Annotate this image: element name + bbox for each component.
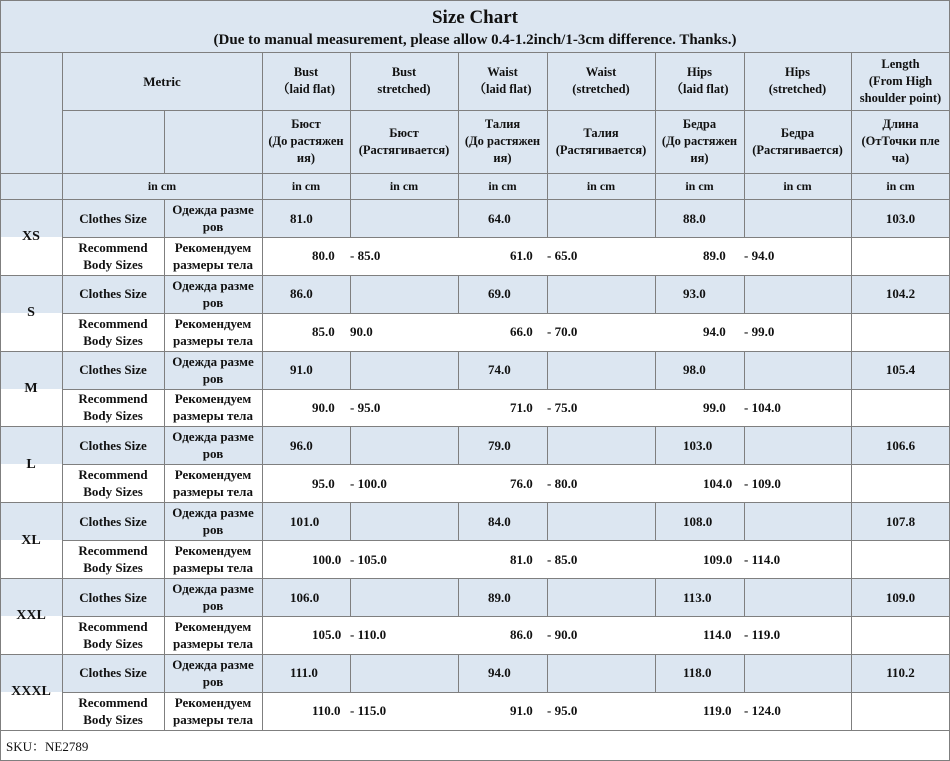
hips-min-value: 119.0 <box>703 703 732 719</box>
grid-line <box>458 426 459 464</box>
grid-line <box>547 426 548 464</box>
hips-max-value: - 114.0 <box>744 551 781 567</box>
grid-line <box>0 199 950 200</box>
bust-max-value: - 95.0 <box>350 399 381 415</box>
bust-min-value: 105.0 <box>312 627 342 643</box>
recommend-label-en: Recommend Body Sizes <box>78 618 148 651</box>
grid-line <box>655 654 656 692</box>
bust-flat-value: 111.0 <box>290 665 318 681</box>
grid-line <box>350 426 351 464</box>
unit-cell: in cm <box>783 178 812 193</box>
recommend-label-ru: Рекомендуем размеры тела <box>173 239 253 272</box>
length-value: 110.2 <box>886 665 915 681</box>
column-header-ru: Бюст (Растягивается) <box>358 125 450 157</box>
bust-min-value: 110.0 <box>312 703 341 719</box>
waist-flat-value: 94.0 <box>488 665 511 681</box>
grid-line <box>62 389 950 390</box>
unit-cell: in cm <box>685 178 714 193</box>
size-chart-title-bar <box>0 0 950 52</box>
grid-line <box>744 654 745 692</box>
unit-cell: in cm <box>586 178 616 193</box>
waist-min-value: 66.0 <box>510 324 533 340</box>
waist-max-value: - 95.0 <box>547 703 578 719</box>
column-header-en: Hips (stretched) <box>768 65 827 96</box>
unit-cell: in cm <box>291 178 321 193</box>
clothes-size-label-en: Clothes Size <box>79 286 147 302</box>
grid-line <box>164 502 165 578</box>
bust-min-value: 90.0 <box>312 399 335 415</box>
column-header-en: Waist （laid flat) <box>473 65 532 96</box>
column-header-en: Bust stretched) <box>377 65 431 96</box>
bust-min-value: 85.0 <box>312 324 335 340</box>
grid-line <box>458 275 459 313</box>
grid-line <box>0 0 1 761</box>
grid-line <box>547 654 548 692</box>
grid-line <box>655 426 656 464</box>
grid-line <box>350 654 351 692</box>
recommend-label-ru: Рекомендуем размеры тела <box>173 618 253 651</box>
grid-line <box>262 426 263 502</box>
waist-flat-value: 84.0 <box>488 513 511 529</box>
grid-line <box>164 426 165 502</box>
grid-line <box>547 578 548 616</box>
grid-line <box>458 52 459 199</box>
column-header-ru: Бюст (До растяжен ия) <box>268 117 344 165</box>
unit-cell: in cm <box>886 178 915 193</box>
clothes-size-label-ru: Одежда разме ров <box>172 429 254 462</box>
size-label: XL <box>21 532 41 548</box>
grid-line <box>744 502 745 540</box>
recommend-label-ru: Рекомендуем размеры тела <box>173 467 253 500</box>
column-header-ru: Талия (Растягивается) <box>555 125 647 157</box>
hips-flat-value: 98.0 <box>683 362 706 378</box>
hips-max-value: - 124.0 <box>744 703 781 719</box>
waist-min-value: 81.0 <box>510 551 533 567</box>
grid-line <box>655 199 656 237</box>
grid-line <box>655 351 656 389</box>
grid-line <box>0 730 950 731</box>
hips-min-value: 89.0 <box>703 248 726 264</box>
bust-flat-value: 86.0 <box>290 286 313 302</box>
recommend-label-en: Recommend Body Sizes <box>78 315 148 348</box>
grid-line <box>851 578 852 654</box>
grid-line <box>262 578 263 654</box>
waist-flat-value: 74.0 <box>488 362 511 378</box>
grid-line <box>0 0 950 1</box>
hips-max-value: - 94.0 <box>744 248 775 264</box>
metric-header: Metric <box>143 73 181 89</box>
grid-line <box>744 275 745 313</box>
grid-line <box>655 578 656 616</box>
recommend-label-en: Recommend Body Sizes <box>78 694 148 727</box>
unit-label: in cm <box>147 178 177 193</box>
waist-max-value: - 85.0 <box>547 551 578 567</box>
grid-line <box>350 578 351 616</box>
column-header-ru: Бедра (До растяжен ия) <box>661 117 738 165</box>
waist-flat-value: 79.0 <box>488 437 511 453</box>
page-title: Size Chart <box>431 7 518 28</box>
bust-max-value: - 115.0 <box>350 703 387 719</box>
recommend-label-en: Recommend Body Sizes <box>78 239 148 272</box>
grid-line <box>0 426 950 427</box>
column-header-en: Length (From High shoulder point) <box>859 56 942 105</box>
hips-max-value: - 104.0 <box>744 399 781 415</box>
clothes-size-label-en: Clothes Size <box>79 513 147 529</box>
grid-line <box>262 654 263 730</box>
hips-flat-value: 103.0 <box>683 437 713 453</box>
hips-min-value: 104.0 <box>703 475 733 491</box>
grid-line <box>744 426 745 464</box>
grid-line <box>0 654 950 655</box>
waist-flat-value: 89.0 <box>488 589 511 605</box>
waist-min-value: 76.0 <box>510 475 533 491</box>
column-header-ru: Талия (До растяжен ия) <box>464 117 541 165</box>
grid-line <box>350 502 351 540</box>
grid-line <box>262 52 263 199</box>
grid-line <box>851 351 852 427</box>
grid-line <box>655 502 656 540</box>
bust-flat-value: 101.0 <box>290 513 320 529</box>
waist-max-value: - 80.0 <box>547 475 578 491</box>
size-label: XXL <box>16 608 46 624</box>
grid-line <box>744 578 745 616</box>
grid-line <box>0 351 950 352</box>
grid-line <box>547 52 548 199</box>
grid-line <box>62 313 950 314</box>
grid-line <box>350 199 351 237</box>
bust-min-value: 80.0 <box>312 248 335 264</box>
grid-line <box>0 502 950 503</box>
grid-line <box>851 275 852 351</box>
size-label: M <box>24 380 38 396</box>
grid-line <box>458 654 459 692</box>
clothes-size-label-ru: Одежда разме ров <box>172 505 254 538</box>
bust-flat-value: 96.0 <box>290 437 313 453</box>
bust-flat-value: 81.0 <box>290 210 313 226</box>
length-value: 107.8 <box>885 513 916 529</box>
waist-flat-value: 69.0 <box>488 286 511 302</box>
waist-max-value: - 90.0 <box>547 627 578 643</box>
hips-min-value: 99.0 <box>703 399 726 415</box>
grid-line <box>262 351 263 427</box>
recommend-label-ru: Рекомендуем размеры тела <box>173 315 253 348</box>
waist-max-value: - 75.0 <box>547 399 578 415</box>
grid-line <box>744 199 745 237</box>
grid-line <box>62 616 950 617</box>
grid-line <box>655 275 656 313</box>
grid-line <box>458 502 459 540</box>
grid-line <box>851 502 852 578</box>
grid-line <box>0 275 950 276</box>
size-label: L <box>26 456 36 472</box>
recommend-label-ru: Рекомендуем размеры тела <box>173 391 253 424</box>
grid-line <box>164 110 165 173</box>
column-header-ru: Длина (ОтТочки пле ча) <box>861 117 940 165</box>
grid-line <box>0 173 950 174</box>
grid-line <box>262 275 263 351</box>
clothes-size-label-en: Clothes Size <box>79 210 147 226</box>
recommend-label-ru: Рекомендуем размеры тела <box>173 694 253 727</box>
bust-max-value: - 85.0 <box>350 248 381 264</box>
hips-flat-value: 93.0 <box>683 286 706 302</box>
hips-flat-value: 88.0 <box>683 210 706 226</box>
grid-line <box>62 540 950 541</box>
recommend-label-en: Recommend Body Sizes <box>78 543 148 576</box>
waist-flat-value: 64.0 <box>488 210 511 226</box>
grid-line <box>744 351 745 389</box>
column-header-en: Waist (stretched) <box>572 65 630 96</box>
grid-line <box>350 52 351 199</box>
grid-line <box>744 52 745 199</box>
grid-line <box>458 578 459 616</box>
hips-min-value: 114.0 <box>703 627 732 643</box>
column-header-en: Bust （laid flat) <box>277 65 335 96</box>
clothes-size-label-ru: Одежда разме ров <box>172 277 254 310</box>
grid-line <box>458 351 459 389</box>
grid-line <box>0 578 950 579</box>
grid-line <box>62 110 950 111</box>
length-value: 104.2 <box>885 286 916 302</box>
grid-line <box>164 654 165 730</box>
bust-flat-value: 106.0 <box>290 589 320 605</box>
clothes-size-label-en: Clothes Size <box>79 437 147 453</box>
bust-min-value: 100.0 <box>312 551 342 567</box>
size-label: XXXL <box>11 684 51 700</box>
hips-max-value: - 109.0 <box>744 475 781 491</box>
clothes-size-label-ru: Одежда разме ров <box>172 202 254 234</box>
grid-line <box>851 199 852 275</box>
grid-line <box>262 199 263 275</box>
grid-line <box>164 578 165 654</box>
grid-line <box>547 351 548 389</box>
hips-flat-value: 113.0 <box>683 589 712 605</box>
recommend-label-ru: Рекомендуем размеры тела <box>173 543 253 576</box>
recommend-label-en: Recommend Body Sizes <box>78 391 148 424</box>
clothes-size-label-en: Clothes Size <box>79 362 147 378</box>
length-value: 103.0 <box>885 210 916 226</box>
grid-line <box>164 199 165 275</box>
clothes-size-label-ru: Одежда разме ров <box>172 581 254 613</box>
unit-cell: in cm <box>488 178 517 193</box>
grid-line <box>851 426 852 502</box>
sku-label: SKU：NE2789 <box>6 738 89 754</box>
unit-cell: in cm <box>389 178 419 193</box>
grid-line <box>0 52 950 53</box>
grid-line <box>547 502 548 540</box>
bust-max-value: - 110.0 <box>350 627 387 643</box>
grid-line <box>62 464 950 465</box>
bust-max-value: 90.0 <box>350 324 373 340</box>
size-label: S <box>27 305 35 321</box>
bust-max-value: - 105.0 <box>350 551 387 567</box>
waist-min-value: 86.0 <box>510 627 533 643</box>
grid-line <box>350 351 351 389</box>
column-header-ru: Бедра (Растягивается) <box>752 125 843 157</box>
clothes-size-label-en: Clothes Size <box>79 589 147 605</box>
hips-max-value: - 119.0 <box>744 627 781 643</box>
clothes-size-label-ru: Одежда разме ров <box>172 353 254 386</box>
bust-max-value: - 100.0 <box>350 475 387 491</box>
grid-line <box>164 351 165 427</box>
grid-line <box>262 502 263 578</box>
waist-min-value: 91.0 <box>510 703 533 719</box>
length-value: 109.0 <box>885 589 916 605</box>
bust-flat-value: 91.0 <box>290 362 313 378</box>
size-label: XS <box>22 229 40 245</box>
hips-flat-value: 108.0 <box>683 513 713 529</box>
waist-max-value: - 70.0 <box>547 324 578 340</box>
grid-line <box>547 199 548 237</box>
grid-line <box>62 692 950 693</box>
page-subtitle: (Due to manual measurement, please allow 0.4-1.2inch/1-3cm difference. Thanks.) <box>213 32 737 48</box>
clothes-size-label-en: Clothes Size <box>79 665 147 681</box>
hips-max-value: - 99.0 <box>744 324 775 340</box>
bust-min-value: 95.0 <box>312 475 335 491</box>
hips-min-value: 109.0 <box>703 551 733 567</box>
waist-max-value: - 65.0 <box>547 248 578 264</box>
grid-line <box>655 52 656 199</box>
grid-line <box>851 52 852 199</box>
grid-line <box>851 654 852 730</box>
grid-line <box>458 199 459 237</box>
grid-line <box>62 237 950 238</box>
waist-min-value: 71.0 <box>510 399 533 415</box>
grid-line <box>62 52 63 730</box>
length-value: 106.6 <box>885 437 916 453</box>
grid-line <box>164 275 165 351</box>
hips-min-value: 94.0 <box>703 324 726 340</box>
hips-flat-value: 118.0 <box>683 665 712 681</box>
clothes-size-label-ru: Одежда разме ров <box>172 656 254 689</box>
length-value: 105.4 <box>885 362 916 378</box>
waist-min-value: 61.0 <box>510 248 533 264</box>
recommend-label-en: Recommend Body Sizes <box>78 467 148 500</box>
grid-line <box>350 275 351 313</box>
column-header-en: Hips （laid flat) <box>670 65 729 96</box>
grid-line <box>547 275 548 313</box>
